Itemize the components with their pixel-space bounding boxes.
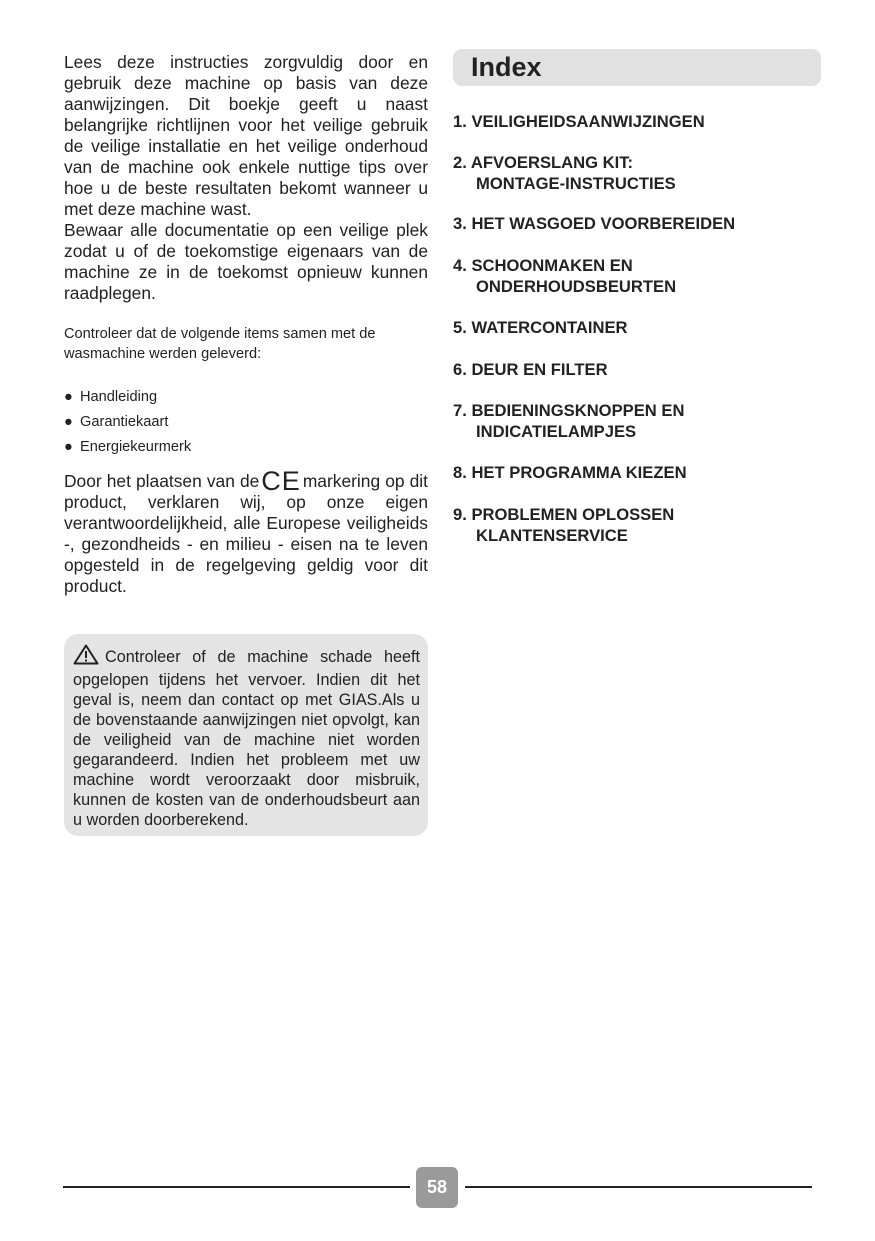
index-column (453, 49, 821, 545)
intro-paragraph-2: Bewaar alle documentatie op een veilige plek zodat u of de toekomstige eigenaars van de machine ze in de toekomst opnieuw kunnen raadplegen. (64, 220, 428, 303)
intro-paragraph-1: Lees deze instructies zorgvuldig door en gebruik deze machine op basis van deze aanwijzingen. Dit boekje geeft u naast belangrijke richtlijnen voor het veilige gebruik de veilige installatie en het veilige onderhoud van de machine ook enkele nuttige tips over hoe u de beste resultaten bekomt wanneer u met deze machine wast. (64, 52, 428, 219)
list-item: ● Energiekeurmerk (64, 439, 192, 455)
toc-item[interactable]: 8. HET PROGRAMMA KIEZEN (453, 463, 687, 482)
footer-rule-left (63, 1186, 410, 1188)
warning-text-block (73, 644, 420, 830)
left-column (64, 52, 428, 597)
page-number-badge: 58 (416, 1167, 458, 1208)
warning-text: Controleer of de machine schade heeft opgelopen tijdens het vervoer. Indien dit het geval is, neem dan contact op met GIAS.Als u de bovenstaande aanwijzingen niet opvolgt, kan de veiligheid van de machine niet worden gegarandeerd. Indien het probleem met uw machine wordt veroorzaakt door misbruik, kunnen de kosten van de onderhoudsbeurt aan u worden doorberekend. (73, 648, 420, 829)
toc-item[interactable]: 2. AFVOERSLANG KIT: MONTAGE-INSTRUCTIES (453, 153, 676, 193)
contents-note: Controleer dat de volgende items samen met de wasmachine werden geleverd: (64, 326, 376, 362)
ce-paragraph (64, 466, 428, 597)
toc-item[interactable]: 4. SCHOONMAKEN EN ONDERHOUDSBEURTEN (453, 256, 677, 296)
list-item: ● Garantiekaart (64, 414, 169, 430)
toc-item[interactable]: 9. PROBLEMEN OPLOSSEN KLANTENSERVICE (453, 505, 675, 545)
ce-text-before: Door het plaatsen van de (64, 471, 260, 491)
ce-text-after: markering op dit product, verklaren wij, op onze eigen verantwoordelijkheid, alle Europese veiligheids -, gezondheids - en milieu - eisen na te leven opgesteld in de regelgeving geldig voor dit product. (64, 471, 428, 596)
warning-box (64, 634, 428, 836)
index-title: Index (453, 49, 821, 86)
toc-item[interactable]: 7. BEDIENINGSKNOPPEN EN INDICATIELAMPJES (453, 401, 685, 441)
toc-item[interactable]: 3. HET WASGOED VOORBEREIDEN (453, 214, 736, 233)
toc-item[interactable]: 1. VEILIGHEIDSAANWIJZINGEN (453, 112, 705, 131)
ce-mark-icon: CE (261, 466, 301, 496)
delivered-items-list (64, 385, 428, 460)
list-item: ● Handleiding (64, 389, 158, 405)
toc-item[interactable]: 6. DEUR EN FILTER (453, 360, 608, 379)
warning-triangle-icon (73, 644, 99, 670)
footer-rule-right (465, 1186, 812, 1188)
toc-item[interactable]: 5. WATERCONTAINER (453, 318, 628, 337)
